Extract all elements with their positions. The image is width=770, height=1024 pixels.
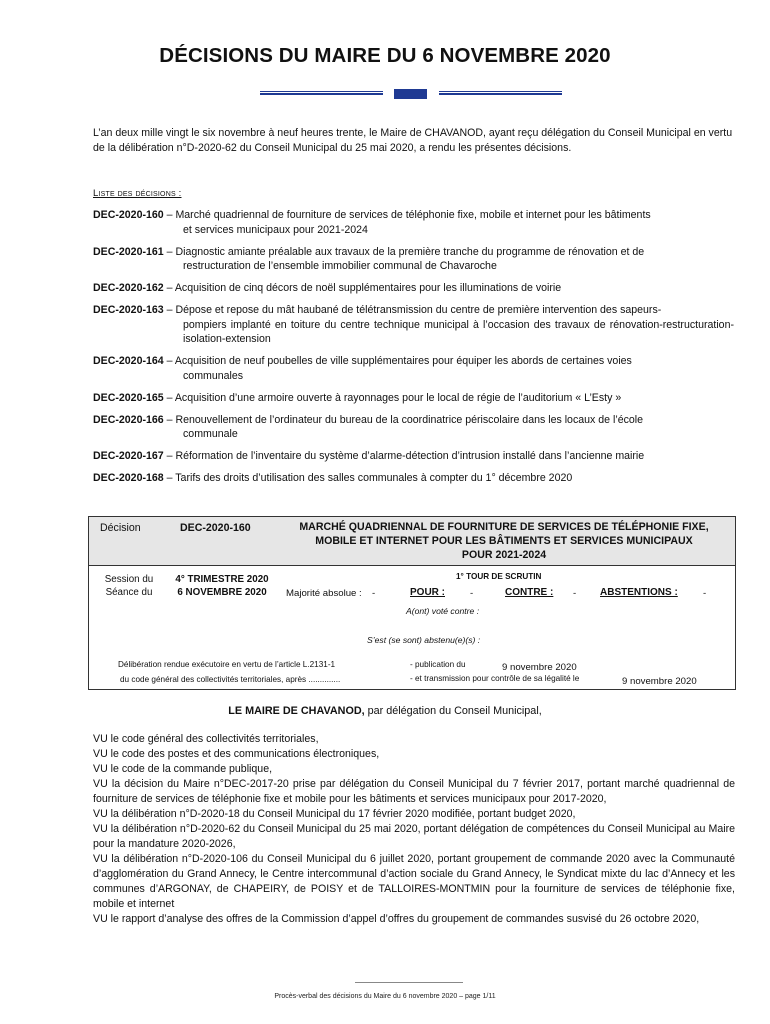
decision-item <box>93 413 734 442</box>
decision-text: – Réformation de l’inventaire du système d’alarme-détection d’intrusion installé dans l’ancienne mairie <box>163 450 645 463</box>
decision-item <box>93 449 734 464</box>
decision-item <box>93 208 734 237</box>
page-footer: Procès-verbal des décisions du Maire du 6 novembre 2020 – page 1/11 <box>274 993 496 1000</box>
decision-code: DEC-2020-167 <box>93 450 164 463</box>
decision-text-continuation: pompiers implanté en toiture du centre technique municipal à l’occasion des travaux de rénovation-restructuration-isolation-extension <box>183 318 734 346</box>
divider-left-line <box>260 91 383 95</box>
visa-paragraph: VU le rapport d’analyse des offres de la Commission d’appel d’offres du groupement de commandes susvisé du 26 octobre 2020, <box>93 913 700 925</box>
decision-item <box>93 281 734 296</box>
visa-paragraph: VU la délibération n°D-2020-18 du Conseil Municipal du 17 février 2020 modifiée, portant budget 2020, <box>93 808 576 820</box>
publication-label: - publication du <box>410 660 466 669</box>
decision-text-continuation: communale <box>183 428 238 441</box>
visa-paragraph: VU le code des postes et des communications électroniques, <box>93 748 380 760</box>
visa-paragraph: VU le code de la commande publique, <box>93 763 273 775</box>
decision-text-continuation: et services municipaux pour 2021-2024 <box>183 223 368 236</box>
seance-value: 6 NOVEMBRE 2020 <box>177 587 267 598</box>
decision-item <box>93 303 734 347</box>
decision-code: DEC-2020-164 <box>93 355 164 368</box>
session-value: 4° TRIMESTRE 2020 <box>175 574 269 585</box>
decision-text-continuation: restructuration de l’ensemble immobilier communal de Chavaroche <box>183 260 497 273</box>
intro-paragraph: L’an deux mille vingt le six novembre à neuf heures trente, le Maire de CHAVANOD, ayant reçu délégation du Conseil Municipal en vertu de la délibération n°D-2020-62 du Conseil Municipal du 25 mai 2020, a rendu les présentes décisions. <box>93 127 733 154</box>
visa-paragraph: VU la décision du Maire n°DEC-2017-20 prise par délégation du Conseil Municipal du 7 février 2017, portant marché quadriennal de fourniture de services de téléphonie fixe et mobile pour les bâtiments et services municipaux pour 2017-2020, <box>93 778 735 805</box>
visas-block <box>93 732 735 927</box>
seance-label: Séance du <box>105 587 153 598</box>
decision-code: DEC-2020-160 <box>93 209 164 221</box>
contre-label: CONTRE : <box>505 587 554 598</box>
decisions-list-heading: Liste des décisions : <box>93 188 182 199</box>
decision-text-continuation: communales <box>183 369 244 382</box>
decision-text: – Renouvellement de l’ordinateur du bureau de la coordinatrice périscolaire dans les locaux de l’école <box>163 413 644 426</box>
publication-date: 9 novembre 2020 <box>502 662 577 673</box>
session-title-line-1: MARCHÉ QUADRIENNAL DE FOURNITURE DE SERVICES DE TÉLÉPHONIE FIXE, <box>299 521 709 533</box>
maire-heading-rest: par délégation du Conseil Municipal, <box>364 705 542 717</box>
transmission-label: - et transmission pour contrôle de sa légalité le <box>410 674 580 683</box>
vote-contre: A(ont) voté contre : <box>406 606 480 616</box>
session-title-line-3: POUR 2021-2024 <box>461 548 547 561</box>
divider-right-line <box>439 91 562 95</box>
scrutin-tour: 1° TOUR DE SCRUTIN <box>456 572 542 581</box>
contre-value: - <box>573 588 577 599</box>
visa-paragraph: VU la délibération n°D-2020-106 du Conseil Municipal du 6 juillet 2020, portant groupement de commande 2020 avec la Communauté d’agglomération du Grand Annecy, le Centre intercommunal d’action sociale du Grand Annecy, le Syndicat mixte du lac d’Annecy et les communes d’ARGONAY, de CHAPEIRY, de POISY et de TALLOIRES-MONTMIN pour la fourniture de services de téléphonie fixe, mobile et internet <box>93 853 735 910</box>
footer-rule <box>355 982 463 983</box>
visa-paragraph: VU le code général des collectivités territoriales, <box>93 733 319 745</box>
decisions-list <box>93 208 734 493</box>
decision-code: DEC-2020-163 <box>93 304 164 317</box>
majorite-label: Majorité absolue : <box>286 588 362 599</box>
session-decision-label: Décision <box>100 522 141 534</box>
transmission-date: 9 novembre 2020 <box>622 676 697 687</box>
visa-paragraph: VU la délibération n°D-2020-62 du Conseil Municipal du 25 mai 2020, portant délégation de compétences du Conseil Municipal au Maire pour la mandature 2020-2026, <box>93 823 735 850</box>
maire-heading <box>0 705 770 717</box>
decision-code: DEC-2020-166 <box>93 413 164 426</box>
abstentions-value: - <box>703 588 707 599</box>
decision-text: – Acquisition d’une armoire ouverte à rayonnages pour le local de régie de l’auditorium « L’Esty » <box>163 391 622 404</box>
decision-text: – Acquisition de cinq décors de noël supplémentaires pour les illuminations de voirie <box>163 282 562 295</box>
session-label: Session du <box>104 574 154 585</box>
decision-text: – Tarifs des droits d’utilisation des salles communales à compter du 1° décembre 2020 <box>163 472 573 485</box>
abstenu: S’est (se sont) abstenu(e)(s) : <box>367 635 481 645</box>
decision-code: DEC-2020-162 <box>93 282 164 295</box>
session-decision-title <box>272 521 736 562</box>
page-title: DÉCISIONS DU MAIRE DU 6 NOVEMBRE 2020 <box>159 44 611 67</box>
session-title-line-2: MOBILE ET INTERNET POUR LES BÂTIMENTS ET SERVICES MUNICIPAUX <box>315 534 693 547</box>
decision-item <box>93 245 734 274</box>
decision-text: – Acquisition de neuf poubelles de ville supplémentaires pour équiper les abords de certaines voies <box>163 355 632 368</box>
abstentions-label: ABSTENTIONS : <box>600 587 678 598</box>
decision-text: – Diagnostic amiante préalable aux travaux de la première tranche du programme de rénovation et de <box>163 245 645 258</box>
title-divider <box>0 89 770 101</box>
decision-code: DEC-2020-168 <box>93 472 164 485</box>
decision-code: DEC-2020-165 <box>93 391 164 404</box>
executoire-line-2: du code général des collectivités territoriales, après .............. <box>120 675 341 684</box>
divider-center-block <box>394 89 427 99</box>
pour-value: - <box>470 588 474 599</box>
decision-text: – Marché quadriennal de fourniture de services de téléphonie fixe, mobile et internet pour les bâtiments <box>163 209 651 221</box>
session-decision-code: DEC-2020-160 <box>180 522 251 534</box>
executoire-line-1: Délibération rendue exécutoire en vertu de l’article L.2131-1 <box>118 660 336 669</box>
decision-text: – Dépose et repose du mât haubané de télétransmission du centre de première intervention des sapeurs- <box>163 304 662 317</box>
decision-code: DEC-2020-161 <box>93 245 164 258</box>
majorite-value: - <box>372 588 376 599</box>
maire-heading-bold: LE MAIRE DE CHAVANOD, <box>228 705 365 717</box>
pour-label: POUR : <box>410 587 445 598</box>
decision-item <box>93 391 734 406</box>
decision-item <box>93 471 734 486</box>
decision-item <box>93 354 734 383</box>
